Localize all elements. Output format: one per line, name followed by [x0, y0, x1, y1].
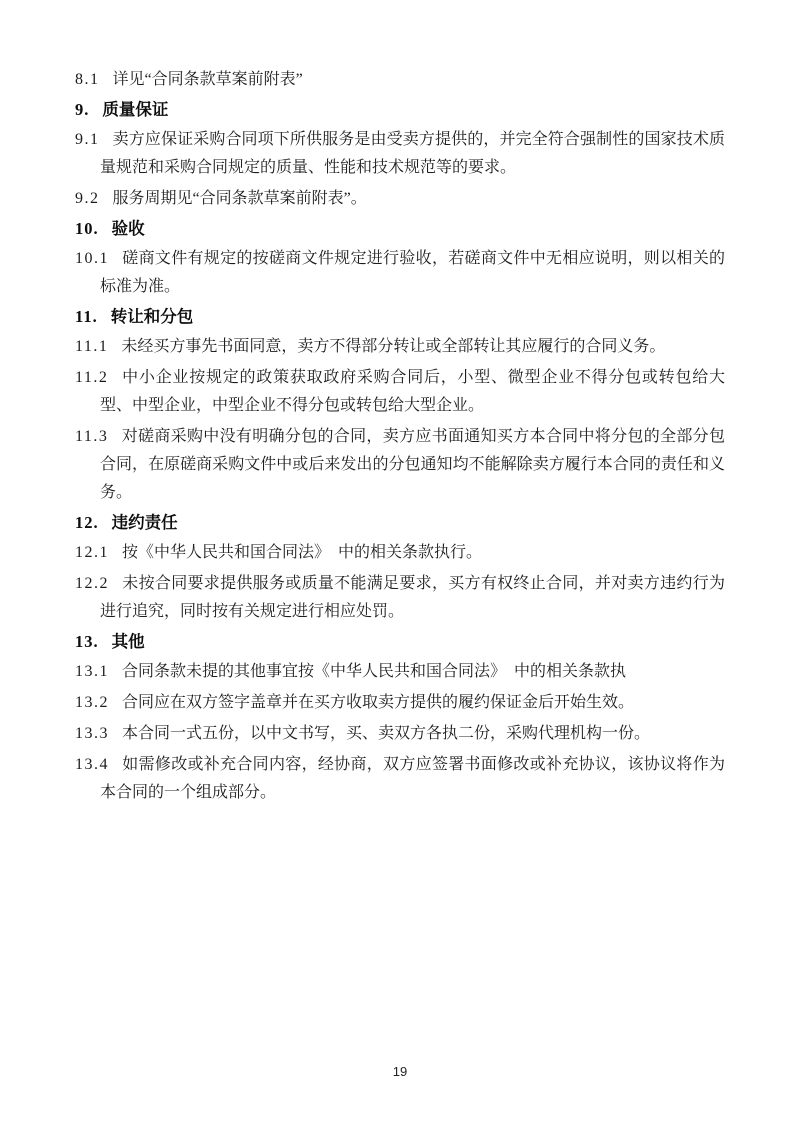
clause-11-3	[75, 423, 725, 507]
clause-13-3	[75, 720, 725, 748]
clause-text: 详见“合同条款草案前附表”	[112, 71, 303, 88]
section-title: 其他	[111, 633, 145, 651]
clause-text: 中小企业按规定的政策获取政府采购合同后，小型、微型企业不得分包或转包给大型、中型企业，中型企业不得分包或转包给大型企业。	[100, 369, 725, 414]
clause-number: 10.1	[75, 250, 109, 267]
clause-number: 9.2	[75, 190, 100, 207]
section-number: 11.	[75, 307, 98, 326]
clause-12-1	[75, 539, 725, 567]
section-header-12	[75, 512, 725, 534]
clause-text: 按《中华人民共和国合同法》 中的相关条款执行。	[122, 544, 483, 561]
clause-number: 13.1	[75, 663, 109, 680]
section-number: 9.	[75, 100, 90, 119]
clause-text: 未按合同要求提供服务或质量不能满足要求，买方有权终止合同，并对卖方违约行为进行追究，同时按有关规定进行相应处罚。	[100, 575, 725, 620]
section-title: 验收	[111, 220, 145, 238]
clause-text: 未经买方事先书面同意，卖方不得部分转让或全部转让其应履行的合同义务。	[121, 338, 666, 355]
clause-text: 本合同一式五份，以中文书写，买、卖双方各执二份，采购代理机构一份。	[122, 725, 651, 742]
clause-number: 13.2	[75, 694, 109, 711]
contract-terms-body	[75, 66, 725, 810]
clause-number: 13.3	[75, 725, 109, 742]
clause-number: 13.4	[75, 756, 109, 773]
clause-9-1	[75, 126, 725, 182]
clause-number: 11.2	[75, 369, 109, 386]
clause-text: 服务周期见“合同条款草案前附表”。	[112, 190, 367, 207]
clause-text: 磋商文件有规定的按磋商文件规定进行验收，若磋商文件中无相应说明，则以相关的标准为准。	[100, 250, 725, 295]
clause-11-1	[75, 333, 725, 361]
clause-text: 卖方应保证采购合同项下所供服务是由受卖方提供的，并完全符合强制性的国家技术质量规范和采购合同规定的质量、性能和技术规范等的要求。	[100, 131, 725, 176]
clause-8-1	[75, 66, 725, 94]
clause-10-1	[75, 245, 725, 301]
clause-13-4	[75, 751, 725, 807]
clause-text: 合同条款未提的其他事宜按《中华人民共和国合同法》 中的相关条款执	[122, 663, 627, 680]
section-title: 转让和分包	[110, 308, 194, 326]
clause-number: 12.2	[75, 575, 109, 592]
section-number: 10.	[75, 219, 99, 238]
section-title: 质量保证	[102, 101, 169, 119]
clause-number: 11.1	[75, 338, 109, 355]
clause-number: 9.1	[75, 131, 100, 148]
page-number: 19	[392, 1064, 408, 1079]
section-header-13	[75, 631, 725, 653]
section-title: 违约责任	[111, 514, 178, 532]
clause-text: 对磋商采购中没有明确分包的合同，卖方应书面通知买方本合同中将分包的全部分包合同，在原磋商采购文件中或后来发出的分包通知均不能解除卖方履行本合同的责任和义务。	[100, 428, 725, 501]
clause-number: 12.1	[75, 544, 109, 561]
clause-number: 11.3	[75, 428, 109, 445]
section-number: 12.	[75, 513, 99, 532]
section-header-9	[75, 99, 725, 121]
section-header-10	[75, 218, 725, 240]
clause-12-2	[75, 570, 725, 626]
clause-number: 8.1	[75, 71, 100, 88]
section-header-11	[75, 306, 725, 328]
clause-text: 合同应在双方签字盖章并在买方收取卖方提供的履约保证金后开始生效。	[122, 694, 635, 711]
section-number: 13.	[75, 632, 99, 651]
clause-text: 如需修改或补充合同内容，经协商，双方应签署书面修改或补充协议，该协议将作为本合同的一个组成部分。	[100, 756, 725, 801]
clause-13-1	[75, 658, 725, 686]
clause-13-2	[75, 689, 725, 717]
clause-11-2	[75, 364, 725, 420]
clause-9-2	[75, 185, 725, 213]
